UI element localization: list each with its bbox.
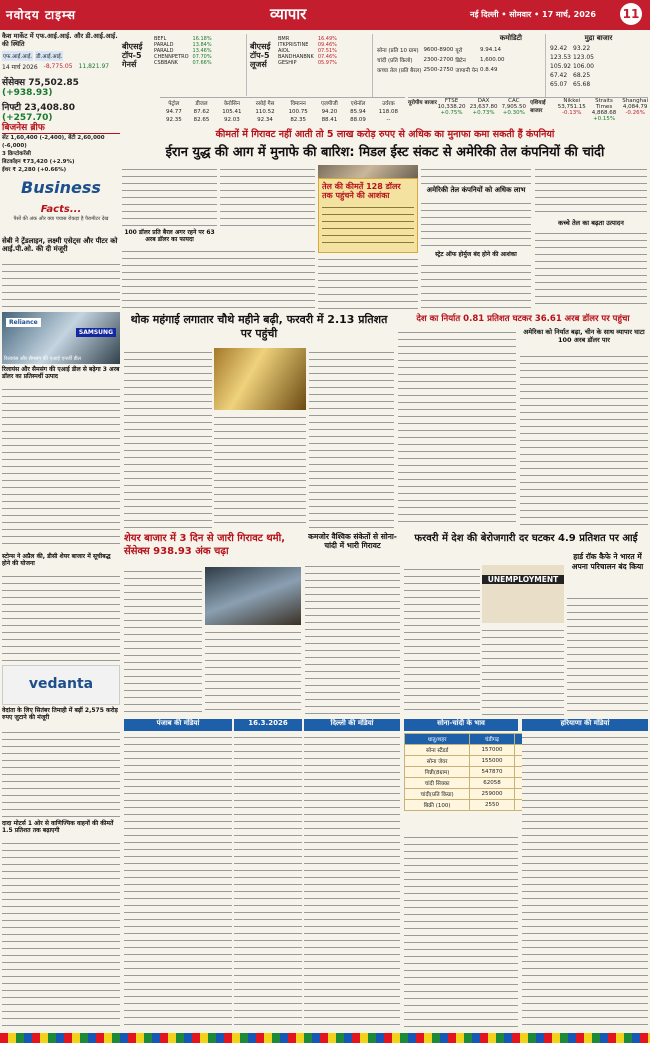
business-facts-subtitle: Facts... (40, 204, 82, 215)
haryana-mandi-list (522, 733, 648, 1029)
currency-box (545, 34, 648, 98)
fuel-cell: एलपीजी (321, 101, 338, 107)
asia-market-value: Straits Times (595, 98, 613, 110)
sensex-value: 75,502.85 (28, 78, 79, 88)
fuel-cell: विमानन (290, 101, 306, 107)
lead-subhead-3: कच्चे तेल का बढ़ता उत्पादन (558, 219, 624, 227)
city-date: नई दिल्ली • सोमवार • 17 मार्च, 2026 (470, 10, 596, 19)
dii-label: डी.आई.आई. (35, 51, 63, 61)
fuel-cell: 105.41 (222, 109, 242, 115)
world-market-value: DAX (477, 98, 490, 104)
commodity-row (376, 65, 505, 75)
gold-cell: धातु/शहर (405, 734, 470, 745)
loser-cell: GESHIP (278, 60, 297, 66)
lead-column-6 (421, 199, 531, 249)
fuel-cell: केरोसिन (223, 101, 240, 107)
fii-dii-box (2, 32, 120, 123)
business-facts-caption: पैसों की अंक और क्या पचास रोकड़ा है पैरामीटर देख (13, 216, 109, 222)
loser-cell: 07.51% (317, 48, 337, 54)
currency-cell: 123.05 (573, 54, 594, 61)
gold-cell: 62058 (470, 778, 514, 789)
nifty-value: 23,408.80 (24, 103, 75, 113)
brief-box (2, 120, 120, 235)
tata-story-body (2, 839, 120, 1029)
gainer-cell: CSBBANK (154, 60, 178, 66)
reliance-story-body (2, 385, 120, 550)
tata-story-title: दादा मोटर्स 1 ओर से वाणिज्यिक वाहनों की कीमतें 1.5 प्रतिशत तक बढ़ाएगी (2, 820, 114, 834)
currency-cell: 65.07 (550, 81, 568, 88)
world-market-item (502, 98, 527, 122)
gainer-cell: CHENNPETRO (154, 54, 189, 60)
stones-story-body (2, 572, 120, 662)
market-column-1 (124, 567, 202, 715)
trade-headline: देश का निर्यात 0.81 प्रतिशत घटकर 36.61 अरब डॉलर पर पहुंचा (416, 314, 630, 324)
gainer-row (152, 60, 214, 66)
lead-subhead-2-wrap (421, 250, 531, 260)
fuel-cell: उर्वरक (382, 101, 395, 107)
stones-story-title: स्टोन्स ने अप्रैल की, डीसी शेयर बाजार में सूचीबद्ध होने की योजना (2, 553, 111, 567)
asia-market-value: 4,868.68 (591, 110, 617, 116)
fuel-cell: 110.52 (255, 109, 275, 115)
fuel-cell: 92.34 (257, 117, 273, 123)
commodity-cell: 1,600.00 (479, 57, 505, 63)
currency-cell: 68.25 (573, 72, 591, 79)
lead-yellow-box-title: तेल की कीमतें 128 डॉलर तक पहुंचने की आशंका (322, 182, 401, 200)
world-market-value: 23,637.80 (469, 104, 498, 110)
top-gainers-table (152, 36, 214, 66)
hardrock-headline: हार्ड रॉक कैफे ने भारत में अपना परिचालन बंद किया (571, 552, 644, 571)
lead-column-3 (122, 247, 315, 309)
fuel-cell: एथेनॉल (350, 101, 366, 107)
asia-market-item (558, 98, 586, 122)
brief-item: सेंट 1,60,400 (-2,400), बेंटी 2,60,000 (-6,000) (2, 135, 105, 149)
fuel-cell: 94.20 (321, 109, 338, 115)
top-losers-title: बीएसई टॉप-5 लूजर्स (250, 42, 271, 69)
commodity-cell: सोना (प्रति 10 ग्राम) (377, 48, 419, 54)
commodities-label: कमोडिटी (499, 34, 522, 42)
currency-cell: 92.42 (550, 45, 568, 52)
world-market-value: +0.73% (472, 110, 495, 116)
top-gainers-title: बीएसई टॉप-5 गेनर्स (122, 42, 143, 69)
tata-story-title-wrap (2, 820, 120, 838)
sebi-story-body (2, 260, 120, 310)
fuel-cell: 85.94 (350, 109, 366, 115)
commodity-cell: 9600-8900 (423, 47, 454, 53)
fuel-row (160, 98, 405, 108)
bse-photo (205, 567, 301, 625)
trade2-headline: अमेरिका को निर्यात बढ़ा, चीन के साथ व्यापार घाटा 100 अरब डॉलर पार (523, 328, 645, 344)
currency-table (549, 44, 595, 89)
lead-column-4 (318, 255, 418, 309)
brief-item: ईथर ₹ 2,280 (+0.66%) (2, 167, 67, 173)
commodity-cell: यूरो (455, 48, 463, 54)
currency-row (549, 62, 595, 71)
loser-cell: AIOL (278, 48, 290, 54)
section-title: व्यापार (270, 5, 307, 23)
fuel-row (160, 108, 405, 116)
nifty-label: निफ्टी (2, 103, 22, 113)
page-number: 11 (620, 3, 642, 25)
fuel-cell: 87.62 (193, 109, 210, 115)
loser-cell: 09.46% (317, 42, 337, 48)
currency-cell: 67.42 (550, 72, 568, 79)
inflation-column-3 (309, 348, 394, 528)
dii-value: 11,821.97 (78, 63, 110, 70)
world-market-value: 7,905.50 (501, 104, 527, 110)
masthead: नवोदय टाइम्स (6, 8, 77, 22)
trade-headline-wrap (398, 313, 648, 325)
fuel-table (160, 98, 405, 124)
lead-subhead-1-wrap (421, 186, 531, 198)
loser-cell: 07.46% (317, 54, 337, 60)
loser-cell: BMR (278, 36, 290, 42)
gold-cell: सोना जेवर (405, 756, 470, 767)
asia-market-value: 53,751.15 (557, 104, 586, 110)
brief-item: 3 क्रिप्टोकरेंसी (2, 151, 31, 157)
currency-cell: 106.00 (573, 63, 594, 70)
delhi-mandi-label: दिल्ली की मंडियां (304, 719, 400, 731)
asia-label: एशियाई बाजार (530, 100, 546, 114)
currency-label: मुद्रा बाजार (584, 34, 613, 42)
asia-market-value: 4,084.79 (622, 104, 648, 110)
fuel-cell: रसोई गैस (255, 101, 275, 107)
gainer-cell: 13.46% (192, 48, 212, 54)
unemployment-image (482, 565, 564, 623)
vedanta-logo: vedanta (28, 676, 94, 692)
commodities-box (372, 34, 542, 98)
currency-cell: 123.53 (550, 54, 571, 61)
currency-cell: 93.22 (573, 45, 591, 52)
brief-title: बिजनेस ब्रीफ (2, 120, 120, 134)
lead-subhead-3-wrap (535, 218, 647, 228)
inflation-headline: थोक महंगाई लगातार चौथे महीने बढ़ी, फरवरी में 2.13 प्रतिशत पर पहुंची (130, 313, 388, 340)
reliance-story-title: रिलायंस और सैमसंग की एआई डील से बढ़ेगा 3 अरब डॉलर का प्रतिस्पर्धी उत्पाद (2, 366, 120, 380)
samsung-logo: SAMSUNG (76, 328, 116, 337)
sebi-story-title-wrap (2, 237, 120, 259)
commodity-cell: 0.8.49 (479, 67, 498, 73)
ad-caption: रिलायंस और सैमसंग की एआई एनर्जी डील (4, 356, 81, 362)
fuel-cell: 88.41 (321, 117, 338, 123)
lead-small-box (122, 229, 217, 245)
fii-value: -8,775.05 (43, 63, 73, 70)
gold-silver-label: सोना-चांदी के भाव (404, 719, 518, 731)
fii-label: एफ.आई.आई. (2, 51, 33, 61)
world-market-item (470, 98, 498, 122)
inflation-column-2 (214, 413, 306, 528)
lead-column-1 (122, 165, 217, 227)
top-losers-table (276, 36, 339, 66)
asia-market-value: -0.13% (562, 110, 582, 116)
world-strip (408, 97, 648, 122)
hardrock-headline-wrap (567, 552, 648, 592)
gold-cell: 259000 (470, 789, 514, 800)
vedanta-story-title: वेदांता के लिए सितंबर तिमाही में बढ़ीं 2,575 करोड़ रुपए जुटाने की मंजूरी (2, 707, 118, 721)
lead-small-box-text: 100 डॉलर प्रति बैरल अगर रहने पर 63 अरब डॉलर का फायदा (124, 229, 215, 243)
gold-cell: चांदी सिक्का (405, 778, 470, 789)
fuel-cell: 94.77 (165, 109, 182, 115)
currency-row (549, 80, 595, 89)
sensex-change: (+938.93) (2, 88, 53, 98)
fuel-cell: 88.09 (350, 117, 366, 123)
fuel-cell: डीजल (195, 101, 208, 107)
haryana-mandi-label: हरियाणा की मंडियां (522, 719, 648, 731)
inflation-headline-wrap (124, 313, 394, 345)
loser-row (276, 60, 339, 66)
fuel-cell: 92.35 (165, 117, 182, 123)
commodity-cell: ब्रिटेन (455, 58, 466, 64)
lead-subhead-2: स्ट्रेट ऑफ होर्मुज बंद होने की आशंका (435, 251, 517, 258)
gold-cell: 155000 (470, 756, 514, 767)
loser-cell: ITKPRISTINE (278, 42, 309, 48)
unemployment-column-2 (482, 626, 564, 715)
business-facts-title: Business (21, 178, 101, 197)
gold-cell: गिन्नी(8ग्राम) (405, 767, 470, 778)
asia-market-value: +0.15% (592, 116, 616, 122)
sebi-story-title: सेबी ने ट्रेंडलाइन, लक्ष्मी एसेट्स और पीटर को आई.पी.ओ. की दी मंजूरी (2, 237, 118, 253)
punjab-mandi-label: पंजाब की मंडियां (124, 719, 232, 731)
gold-story-body (305, 562, 400, 715)
asia-market-item (622, 98, 648, 122)
punjab-mandi-list (124, 733, 232, 1029)
trade-column-1 (398, 328, 516, 528)
mandi-date: 16.3.2026 (234, 719, 302, 731)
currency-row (549, 53, 595, 62)
commodity-cell: 2500-2750 (423, 67, 454, 73)
fuel-row (160, 116, 405, 124)
fuel-strip (160, 97, 405, 123)
gold-cell: 157000 (470, 745, 514, 756)
reliance-story-title-wrap (2, 366, 120, 384)
world-label: यूरोपीय बाजार (408, 100, 437, 106)
loser-cell: BANDHANBNK (278, 54, 314, 60)
lead-headline-wrap (122, 142, 648, 162)
fuel-cell: 82.35 (290, 117, 307, 123)
gainer-cell: PARALD (154, 42, 174, 48)
punjab-mandi-list-2 (234, 733, 302, 1029)
commodities-table (376, 45, 505, 75)
brief-item: बिटकॉइन ₹73,420 (+2.9%) (2, 159, 75, 165)
reliance-samsung-photo (2, 312, 120, 364)
commodity-row (376, 55, 505, 65)
gold-cell: चंडीगढ़ (470, 734, 514, 745)
market-column-2 (205, 628, 301, 715)
fii-dii-date: 14 मार्च 2026 (2, 64, 38, 71)
lead-kicker: कीमतों में गिरावट नहीं आती तो 5 लाख करोड़ रुपए से अधिक का मुनाफा कमा सकती हैं कंपनियां (215, 129, 555, 140)
trade2-headline-wrap (520, 328, 648, 350)
asia-market-value: -0.26% (625, 110, 645, 116)
reliance-logo: Reliance (6, 318, 41, 327)
gainer-cell: BEFL (154, 36, 167, 42)
market-headline-wrap (124, 532, 289, 564)
inflation-photo (214, 348, 306, 410)
asia-market-item (590, 98, 618, 122)
gold-cell: बिक्री (100) (405, 800, 470, 811)
gold-cell: 2550 (470, 800, 514, 811)
top-losers-box (250, 34, 370, 96)
world-market-value: CAC (508, 98, 520, 104)
commodity-cell: 9.94.14 (479, 47, 501, 53)
gold-market-list (404, 833, 518, 1029)
fuel-cell: पेट्रोल (168, 101, 180, 107)
world-market-value: +0.30% (502, 110, 525, 116)
lead-kicker-wrap (122, 127, 648, 140)
vedanta-logo-box (2, 665, 120, 705)
gold-cell: 547870 (470, 767, 514, 778)
currency-cell: 105.92 (550, 63, 571, 70)
lead-column-2 (220, 165, 315, 227)
loser-cell: 16.49% (317, 36, 337, 42)
world-market-item (438, 98, 466, 122)
gold-cell: चांदी(प्रति किग्रा) (405, 789, 470, 800)
gainer-cell: PARALD (154, 48, 174, 54)
page-header (0, 0, 650, 30)
lead-headline: ईरान युद्ध की आग में मुनाफे की बारिश: मिडल ईस्ट संकट से अमेरिकी तेल कंपनियों की चांदी (165, 145, 605, 160)
loser-cell: 05.97% (317, 60, 337, 66)
commodity-cell: चांदी (प्रति किलो) (377, 58, 413, 64)
currency-row (549, 44, 595, 53)
vedanta-story-body (2, 728, 120, 818)
top-gainers-box (122, 34, 247, 96)
vedanta-story-title-wrap (2, 707, 120, 727)
fii-dii-title: कैश मार्केट में एफ.आई.आई. और डी.आई.आई. की स्थिति (2, 32, 118, 48)
gainer-cell: 16.18% (192, 36, 212, 42)
fuel-cell: 118.08 (378, 109, 399, 115)
fuel-cell: 92.03 (224, 117, 240, 123)
world-market-value: +0.75% (440, 110, 463, 116)
commodity-cell: जापानी येन (455, 68, 478, 74)
gold-cell: सोना स्टैंडर्ड (405, 745, 470, 756)
unemployment-column-1 (404, 565, 480, 715)
unemployment-headline: फरवरी में देश की बेरोजगारी दर घटकर 4.9 प्रतिशत पर आई (414, 533, 638, 544)
gainer-cell: 07.70% (192, 54, 212, 60)
world-market-value: FTSE (444, 98, 459, 104)
lead-yellow-box (318, 178, 418, 253)
gainer-cell: 13.84% (192, 42, 212, 48)
commodity-cell: कच्चा तेल (प्रति बैरल) (377, 68, 422, 74)
market-headline: शेयर बाजार में 3 दिन से जारी गिरावट थमी, सेंसेक्स 938.93 अंक चढ़ा (124, 533, 286, 557)
lead-column-8 (535, 165, 647, 217)
stones-story-title-wrap (2, 553, 120, 571)
inflation-column-1 (124, 348, 212, 528)
currency-row (549, 71, 595, 80)
asia-market-value: Nikkei (563, 98, 581, 104)
gold-headline: कमजोर वैश्विक संकेतों से सोना-चांदी में भारी गिरावट (308, 532, 397, 550)
fuel-cell: 100.75 (288, 109, 308, 115)
commodity-cell: 2300-2700 (423, 57, 454, 63)
fuel-cell: -- (386, 117, 391, 123)
hardrock-story-body (567, 594, 648, 715)
lead-column-7 (421, 261, 531, 309)
gold-headline-wrap (305, 532, 400, 560)
brief-list (2, 134, 120, 174)
delhi-mandi-list (304, 733, 400, 1029)
trade-column-2 (520, 352, 648, 528)
currency-cell: 65.68 (573, 81, 591, 88)
lead-subhead-1: अमेरिकी तेल कंपनियों को अधिक लाभ (426, 186, 526, 194)
world-market-value: 10,338.20 (437, 104, 466, 110)
asia-market-value: Shanghai (622, 98, 648, 104)
fuel-cell: 82.65 (193, 117, 210, 123)
unemployment-image-text: UNEMPLOYMENT (482, 575, 564, 584)
lead-column-9 (535, 229, 647, 309)
footer-color-strip (0, 1033, 650, 1043)
nifty-change: (+257.70) (2, 113, 53, 123)
sensex-label: सेंसेक्स (2, 78, 26, 88)
lead-column-5 (421, 165, 531, 185)
gainer-cell: 07.66% (192, 60, 212, 66)
commodity-row (376, 45, 505, 55)
